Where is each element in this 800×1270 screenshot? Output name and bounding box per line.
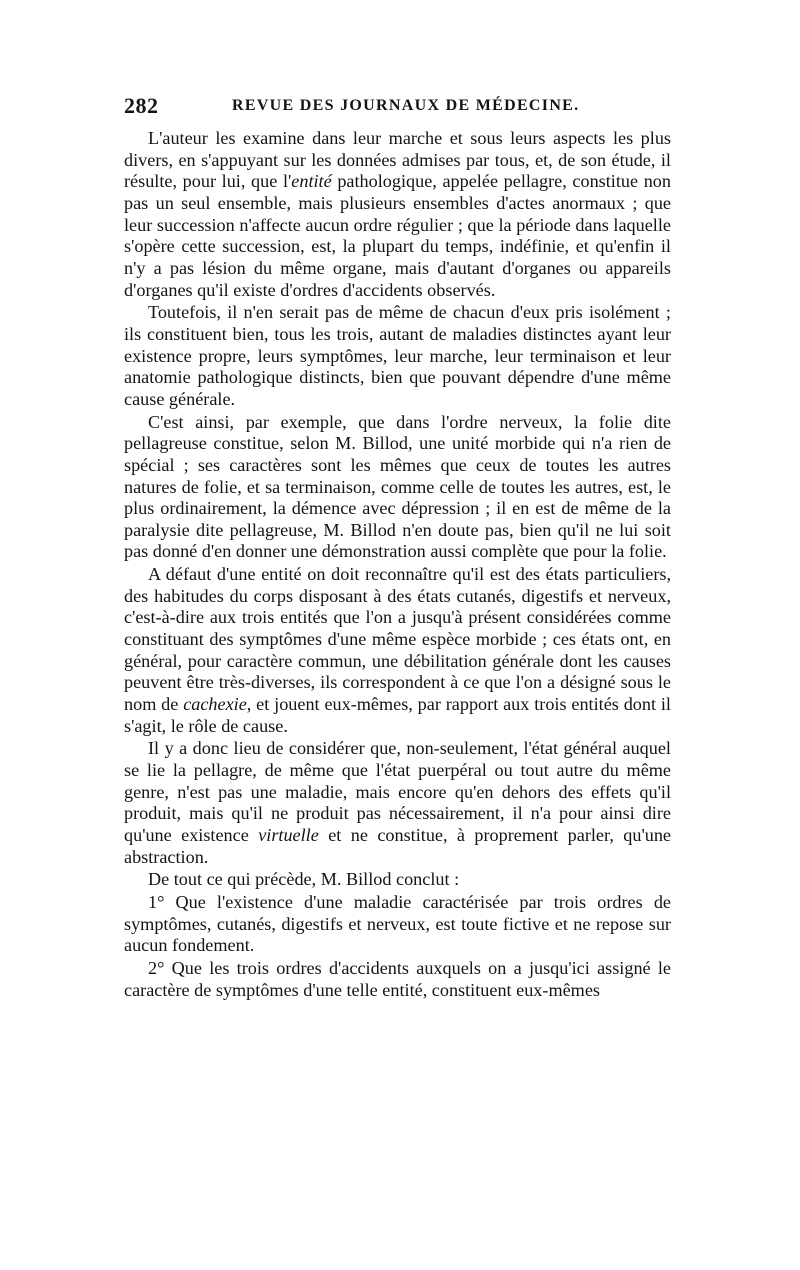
paragraph: Il y a donc lieu de considérer que, non-seulement, l'état général auquel se lie la pellagre, de même que l'état puerpéral ou tout autre du même genre, n'est pas une maladie, mais encore qu'en dehors des effets qu'il produit, mais qu'il ne produit pas nécessairement, il n'a pour ainsi dire qu'une existence virtuelle et ne constitue, à proprement parler, qu'une abstraction.	[124, 738, 671, 867]
conclusion-intro: De tout ce qui précède, M. Billod conclut :	[148, 869, 460, 890]
emphasis: entité	[291, 171, 332, 192]
paragraph: L'auteur les examine dans leur marche et sous leurs aspects les plus divers, en s'appuyant sur les données admises par tous, et, de son étude, il résulte, pour lui, que l'entité pathologique, appelée pellagre, constitue non pas un seul ensemble, mais plusieurs ensembles d'actes anormaux ; que leur succession n'affecte aucun ordre régulier ; que la période dans laquelle s'opère cette succession, est, la plupart du temps, indéfinie, et qu'enfin il n'y a pas lésion du même organe, mais d'autant d'organes ou appareils d'organes qu'il existe d'ordres d'accidents observés.	[124, 128, 671, 300]
numbered-item: 1° Que l'existence d'une maladie caractérisée par trois ordres de symptômes, cutanés, digestifs et nerveux, est toute fictive et ne repose sur aucun fondement.	[124, 891, 671, 956]
numbered-item: 2° Que les trois ordres d'accidents auxquels on a jusqu'ici assigné le caractère de symptômes d'une telle entité, constituent eux-mêmes	[124, 957, 671, 1000]
page-number: 282	[124, 93, 159, 118]
running-header	[124, 93, 680, 123]
running-title: REVUE DES JOURNAUX DE MÉDECINE.	[232, 97, 580, 114]
paragraph: C'est ainsi, par exemple, que dans l'ordre nerveux, la folie dite pellagreuse constitue, selon M. Billod, une unité morbide qui n'a rien de spécial ; ses caractères sont les mêmes que ceux de toutes les autres natures de folie, et sa terminaison, comme celle de toutes les autres, est, le plus ordinairement, la démence avec dépression ; il en est de même de la paralysie dite pellagreuse, M. Billod n'en doute pas, bien qu'il ne lui soit pas donné d'en donner une démonstration aussi complète que pour la folie.	[124, 411, 671, 562]
emphasis: cachexie	[183, 694, 247, 715]
paragraph: A défaut d'une entité on doit reconnaître qu'il est des états particuliers, des habitudes du corps disposant à des états cutanés, digestifs et nerveux, c'est-à-dire aux trois entités que l'on a jusqu'à présent considérées comme constituant des symptômes d'une même espèce morbide ; ces états ont, en général, pour caractère commun, une débilitation générale dont les causes peuvent être très-diverses, ils correspondent à ce que l'on a désigné sous le nom de cachexie, et jouent eux-mêmes, par rapport aux trois entités dont il s'agit, le rôle de cause.	[124, 564, 671, 736]
body-text	[124, 128, 671, 1001]
paragraph: Toutefois, il n'en serait pas de même de chacun d'eux pris isolément ; ils constituent bien, tous les trois, autant de maladies distinctes ayant leur existence propre, leurs symptômes, leur marche, leur terminaison et leur anatomie pathologique distincts, bien que pouvant dépendre d'une même cause générale.	[124, 302, 671, 409]
emphasis: virtuelle	[258, 825, 319, 845]
